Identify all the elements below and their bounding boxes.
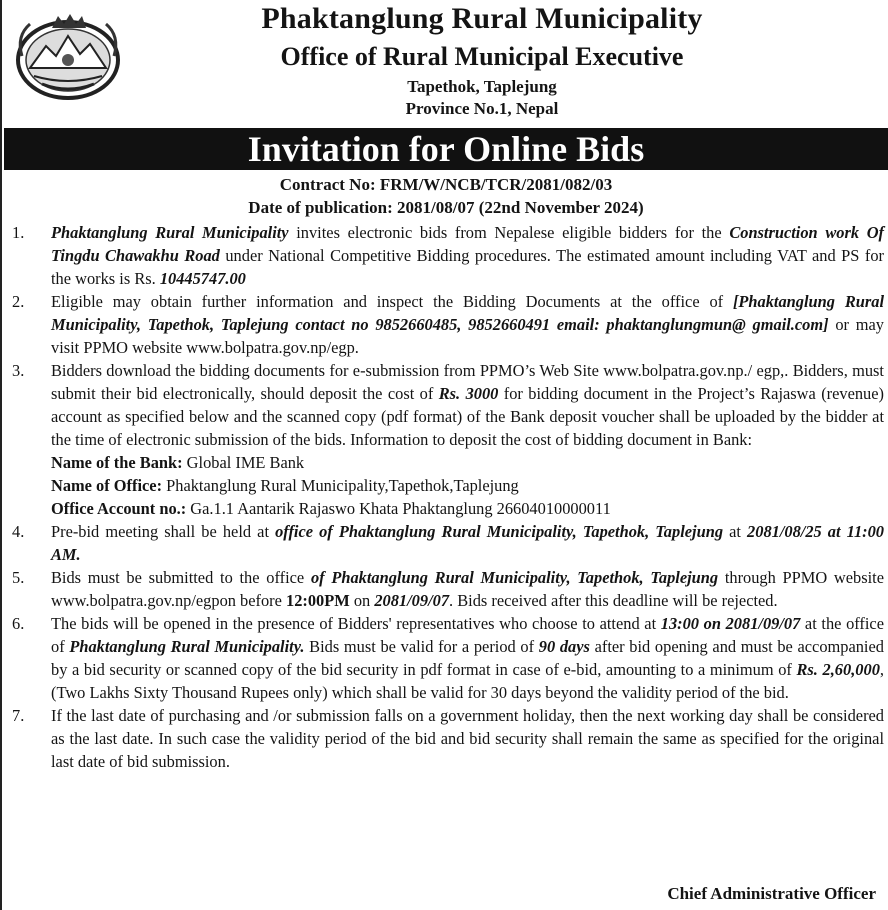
- clause-text: If the last date of purchasing and /or submission falls on a government holiday, then the next working day shall be considered as the last date. In such case the validity period of the bid and bid security shall remain the same as specified for the original last date of bid submission.: [51, 706, 884, 771]
- clause-text: on: [349, 591, 375, 610]
- office-name-value: Phaktanglung Rural Municipality,Tapethok,Taplejung: [162, 476, 519, 495]
- submission-date: 2081/09/07: [374, 591, 450, 610]
- nepal-government-emblem: [12, 6, 124, 102]
- office-name-row: [51, 474, 888, 497]
- clause-7: [2, 704, 888, 773]
- municipality-name: Phaktanglung Rural Municipality: [261, 2, 703, 35]
- clause-4: [2, 520, 888, 566]
- document-fee: Rs. 3000: [438, 384, 499, 403]
- clause-number: 4.: [12, 522, 25, 541]
- clause-text: ,(Two Lakhs Sixty Thousand Rupees only) which shall be valid for 30 days beyond the validity period of the bid.: [51, 660, 884, 702]
- province-line: Province No.1, Nepal: [405, 99, 559, 118]
- clause-number: 3.: [12, 361, 25, 380]
- meeting-venue: office of Phaktanglung Rural Municipality, Tapethok, Taplejung: [275, 522, 724, 541]
- contract-number: Contract No: FRM/W/NCB/TCR/2081/082/03: [279, 175, 613, 194]
- bank-name-label: Name of the Bank:: [51, 453, 183, 472]
- clause-text: under National Competitive Bidding procedures. The estimated amount including VAT and PS for the works is Rs.: [51, 246, 885, 288]
- validity-period: 90 days: [538, 637, 590, 656]
- notice-title: Invitation for Online Bids: [4, 128, 888, 170]
- clause-5: [2, 566, 888, 612]
- office-address: Tapethok, Taplejung: [407, 77, 557, 96]
- bank-name-value: Global IME Bank: [182, 453, 305, 472]
- opening-datetime: 13:00 on 2081/09/07: [660, 614, 801, 633]
- account-value: Ga.1.1 Aantarik Rajaswo Khata Phaktanglung 26604010000011: [186, 499, 611, 518]
- bank-name-row: [51, 451, 888, 474]
- clause-text: Bids must be valid for a period of: [304, 637, 539, 656]
- submission-time: 12:00PM: [286, 591, 350, 610]
- publication-date: Date of publication: 2081/08/07 (22nd November 2024): [248, 198, 644, 217]
- clause-text: Pre-bid meeting shall be held at: [51, 522, 276, 541]
- clause-text: at the office of: [51, 614, 884, 656]
- clause-text: for bidding document in the Project’s Rajaswa (revenue) account as specified below and the scanned copy (pdf format) of the Bank deposit voucher shall be uploaded by the bidder at the time of electronic submission of the bids. Information to deposit the cost of bidding document in Bank:: [51, 384, 884, 449]
- clause-text: The bids will be opened in the presence of Bidders' representatives who choose to attend at: [51, 614, 661, 633]
- clause-number: 1.: [12, 223, 25, 242]
- clause-6: [2, 612, 888, 704]
- clause-text: invites electronic bids from Nepalese eligible bidders for the: [288, 223, 730, 242]
- opening-office: Phaktanglung Rural Municipality.: [69, 637, 305, 656]
- clause-text: after bid opening and must be accompanied by a bid security or scanned copy of the bid security in pdf format in case of e-bid, amounting to a minimum of: [51, 637, 884, 679]
- estimated-amount: 10445747.00: [159, 269, 246, 288]
- submission-office: of Phaktanglung Rural Municipality, Tapethok, Taplejung: [310, 568, 719, 587]
- clause-text: at: [723, 522, 748, 541]
- clause-text: Phaktanglung Rural Municipality: [51, 223, 289, 242]
- clause-text: Bidders download the bidding documents for e-submission from PPMO’s Web Site www.bolpatra.gov.np./ egp,. Bidders, must submit their bid electronically, should deposit the cost of: [51, 361, 884, 403]
- clause-3: [2, 359, 888, 451]
- clause-number: 7.: [12, 706, 25, 725]
- notice-body: [2, 221, 888, 773]
- meeting-datetime: 2081/08/25 at 11:00 AM.: [51, 522, 884, 564]
- clause-text: . Bids received after this deadline will be rejected.: [449, 591, 778, 610]
- clause-text: through PPMO website www.bolpatra.gov.np/egpon before: [51, 568, 884, 610]
- clause-number: 5.: [12, 568, 25, 587]
- account-label: Office Account no.:: [51, 499, 187, 518]
- account-row: [51, 497, 888, 520]
- notice-header: [2, 0, 888, 130]
- clause-text: Bids must be submitted to the office: [51, 568, 311, 587]
- office-name: Office of Rural Municipal Executive: [280, 42, 684, 71]
- clause-number: 2.: [12, 292, 25, 311]
- contact-details: [Phaktanglung Rural Municipality, Tapethok, Taplejung contact no 9852660485, 9852660491 email: phaktanglungmun@ gmail.com]: [51, 292, 884, 334]
- bank-details: [2, 451, 888, 520]
- clause-number: 6.: [12, 614, 25, 633]
- clause-text: or may visit PPMO website www.bolpatra.gov.np/egp.: [51, 315, 884, 357]
- signatory-title: Chief Administrative Officer: [667, 884, 876, 903]
- clause-1: [2, 221, 888, 290]
- clause-2: [2, 290, 888, 359]
- bid-security-amount: Rs. 2,60,000: [796, 660, 880, 679]
- clause-text: Eligible may obtain further information and inspect the Bidding Documents at the office of: [51, 292, 733, 311]
- office-name-label: Name of Office:: [51, 476, 163, 495]
- project-name: Construction work Of Tingdu Chawakhu Road: [51, 223, 884, 265]
